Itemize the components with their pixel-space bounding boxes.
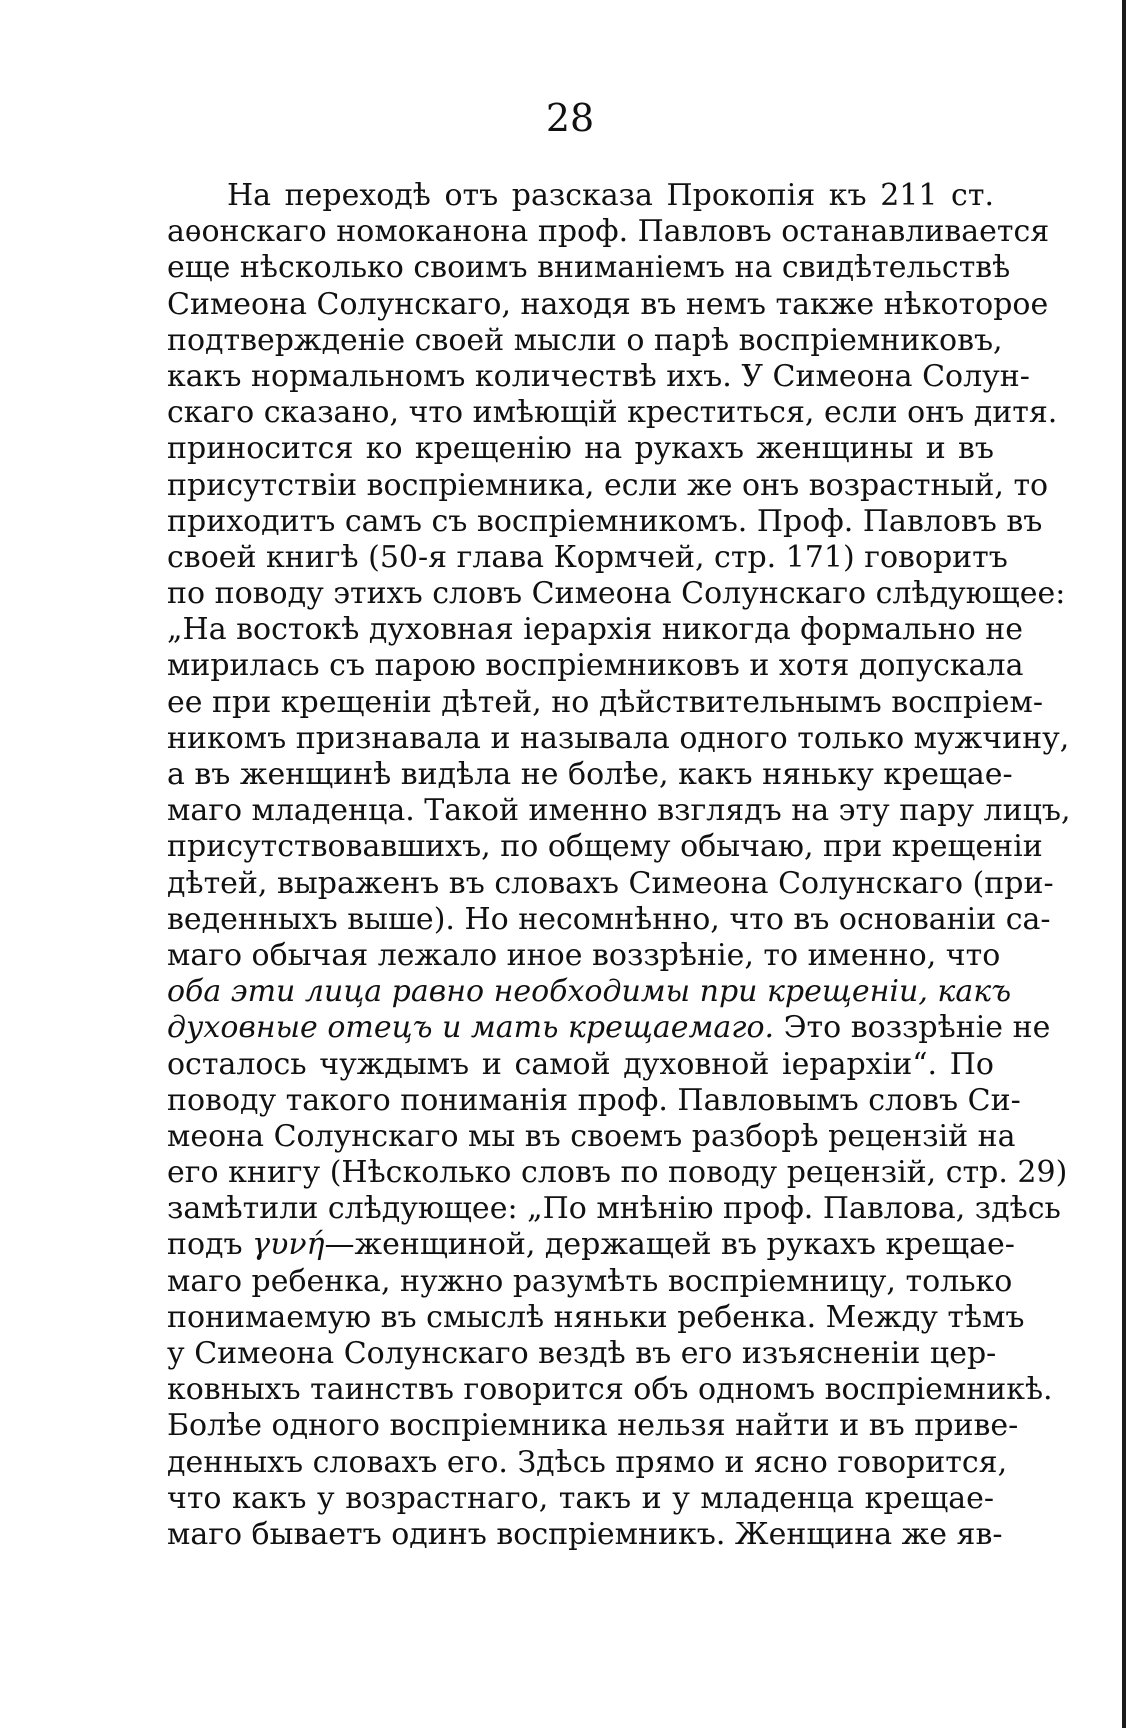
text-line: меона Солунскаго мы въ своемъ разборѣ рецензій на bbox=[167, 1118, 1016, 1154]
greek-word: γυνή bbox=[252, 1227, 325, 1263]
text-line: никомъ признавала и называла одного только мужчину, bbox=[167, 720, 1070, 756]
text-line: маго бываетъ одинъ воспріемникъ. Женщина же яв- bbox=[167, 1516, 1003, 1552]
text-line: ее при крещеніи дѣтей, но дѣйствительнымъ воспріем- bbox=[167, 684, 1044, 720]
page-text bbox=[167, 178, 1071, 1553]
text-line: веденныхъ выше). Но несомнѣнно, что въ основаніи са- bbox=[167, 901, 1051, 937]
text-fragment: Это воззрѣніе не bbox=[774, 1010, 1051, 1046]
text-line: дѣтей, выраженъ въ словахъ Симеона Солунскаго (при- bbox=[167, 865, 1054, 901]
italic-fragment: духовные отецъ и мать крещаемаго. bbox=[167, 1010, 775, 1046]
text-line: осталось чуждымъ и самой духовной іерархіи“. По bbox=[167, 1046, 994, 1082]
text-line: своей книгѣ (50-я глава Кормчей, стр. 171) говоритъ bbox=[167, 539, 1008, 575]
text-line: присутствовавшихъ, по общему обычаю, при крещеніи bbox=[167, 829, 1043, 865]
text-line-mixed bbox=[167, 1010, 1051, 1046]
text-line: его книгу (Нѣсколько словъ по поводу рецензій, стр. 29) bbox=[167, 1155, 1068, 1191]
text-line: приходитъ самъ съ воспріемникомъ. Проф. Павловъ въ bbox=[167, 503, 1043, 539]
text-line: поводу такого пониманія проф. Павловымъ словъ Си- bbox=[167, 1082, 1021, 1118]
text-line: какъ нормальномъ количествѣ ихъ. У Симеона Солун- bbox=[167, 358, 1030, 394]
text-line: мирилась съ парою воспріемниковъ и хотя допускала bbox=[167, 648, 1024, 684]
text-line: маго младенца. Такой именно взглядъ на эту пару лицъ, bbox=[167, 793, 1071, 829]
text-line: маго обычая лежало иное воззрѣніе, то именно, что bbox=[167, 937, 1001, 973]
text-line: аѳонскаго номоканона проф. Павловъ останавливается bbox=[167, 214, 1050, 250]
text-line: а въ женщинѣ видѣла не болѣе, какъ няньку крещае- bbox=[167, 757, 1013, 792]
text-line: скаго сказано, что имѣющій креститься, если онъ дитя. bbox=[167, 395, 1058, 431]
text-line: что какъ у возрастнаго, такъ и у младенца крещае- bbox=[167, 1480, 994, 1516]
italic-text-line: оба эти лица равно необходимы при крещеніи, какъ bbox=[167, 974, 1012, 1010]
page-number: 28 bbox=[545, 96, 595, 140]
text-line: Болѣе одного воспріемника нельзя найти и въ приве- bbox=[167, 1408, 1019, 1444]
text-line: ковныхъ таинствъ говорится объ одномъ воспріемникѣ. bbox=[167, 1372, 1053, 1408]
text-line: Симеона Солунскаго, находя въ немъ также нѣкоторое bbox=[167, 286, 1049, 322]
text-line-greek bbox=[167, 1227, 1015, 1263]
text-line: у Симеона Солунскаго вездѣ въ его изъясненіи цер- bbox=[167, 1336, 997, 1371]
text-fragment: подъ bbox=[167, 1227, 253, 1263]
text-line: еще нѣсколько своимъ вниманіемъ на свидѣтельствѣ bbox=[167, 250, 1011, 286]
text-line: присутствіи воспріемника, если же онъ возрастный, то bbox=[167, 467, 1049, 503]
text-line: понимаемую въ смыслѣ няньки ребенка. Между тѣмъ bbox=[167, 1299, 1025, 1335]
text-line: приносится ко крещенію на рукахъ женщины и въ bbox=[167, 431, 994, 467]
text-fragment: —женщиной, держащей въ рукахъ крещае- bbox=[324, 1227, 1015, 1263]
text-line: денныхъ словахъ его. Здѣсь прямо и ясно говорится, bbox=[167, 1444, 1008, 1480]
scan-edge-line bbox=[1122, 0, 1126, 1728]
text-line: На переходѣ отъ разсказа Прокопія къ 211 ст. bbox=[227, 178, 994, 213]
text-line: „На востокѣ духовная іерархія никогда формально не bbox=[167, 612, 1023, 648]
text-line: маго ребенка, нужно разумѣть воспріемницу, только bbox=[167, 1263, 1013, 1299]
text-line: подтвержденіе своей мысли о парѣ воспріемниковъ, bbox=[167, 322, 1003, 358]
text-line: по поводу этихъ словъ Симеона Солунскаго слѣдующее: bbox=[167, 576, 1066, 612]
text-line: замѣтили слѣдующее: „По мнѣнію проф. Павлова, здѣсь bbox=[167, 1191, 1061, 1227]
